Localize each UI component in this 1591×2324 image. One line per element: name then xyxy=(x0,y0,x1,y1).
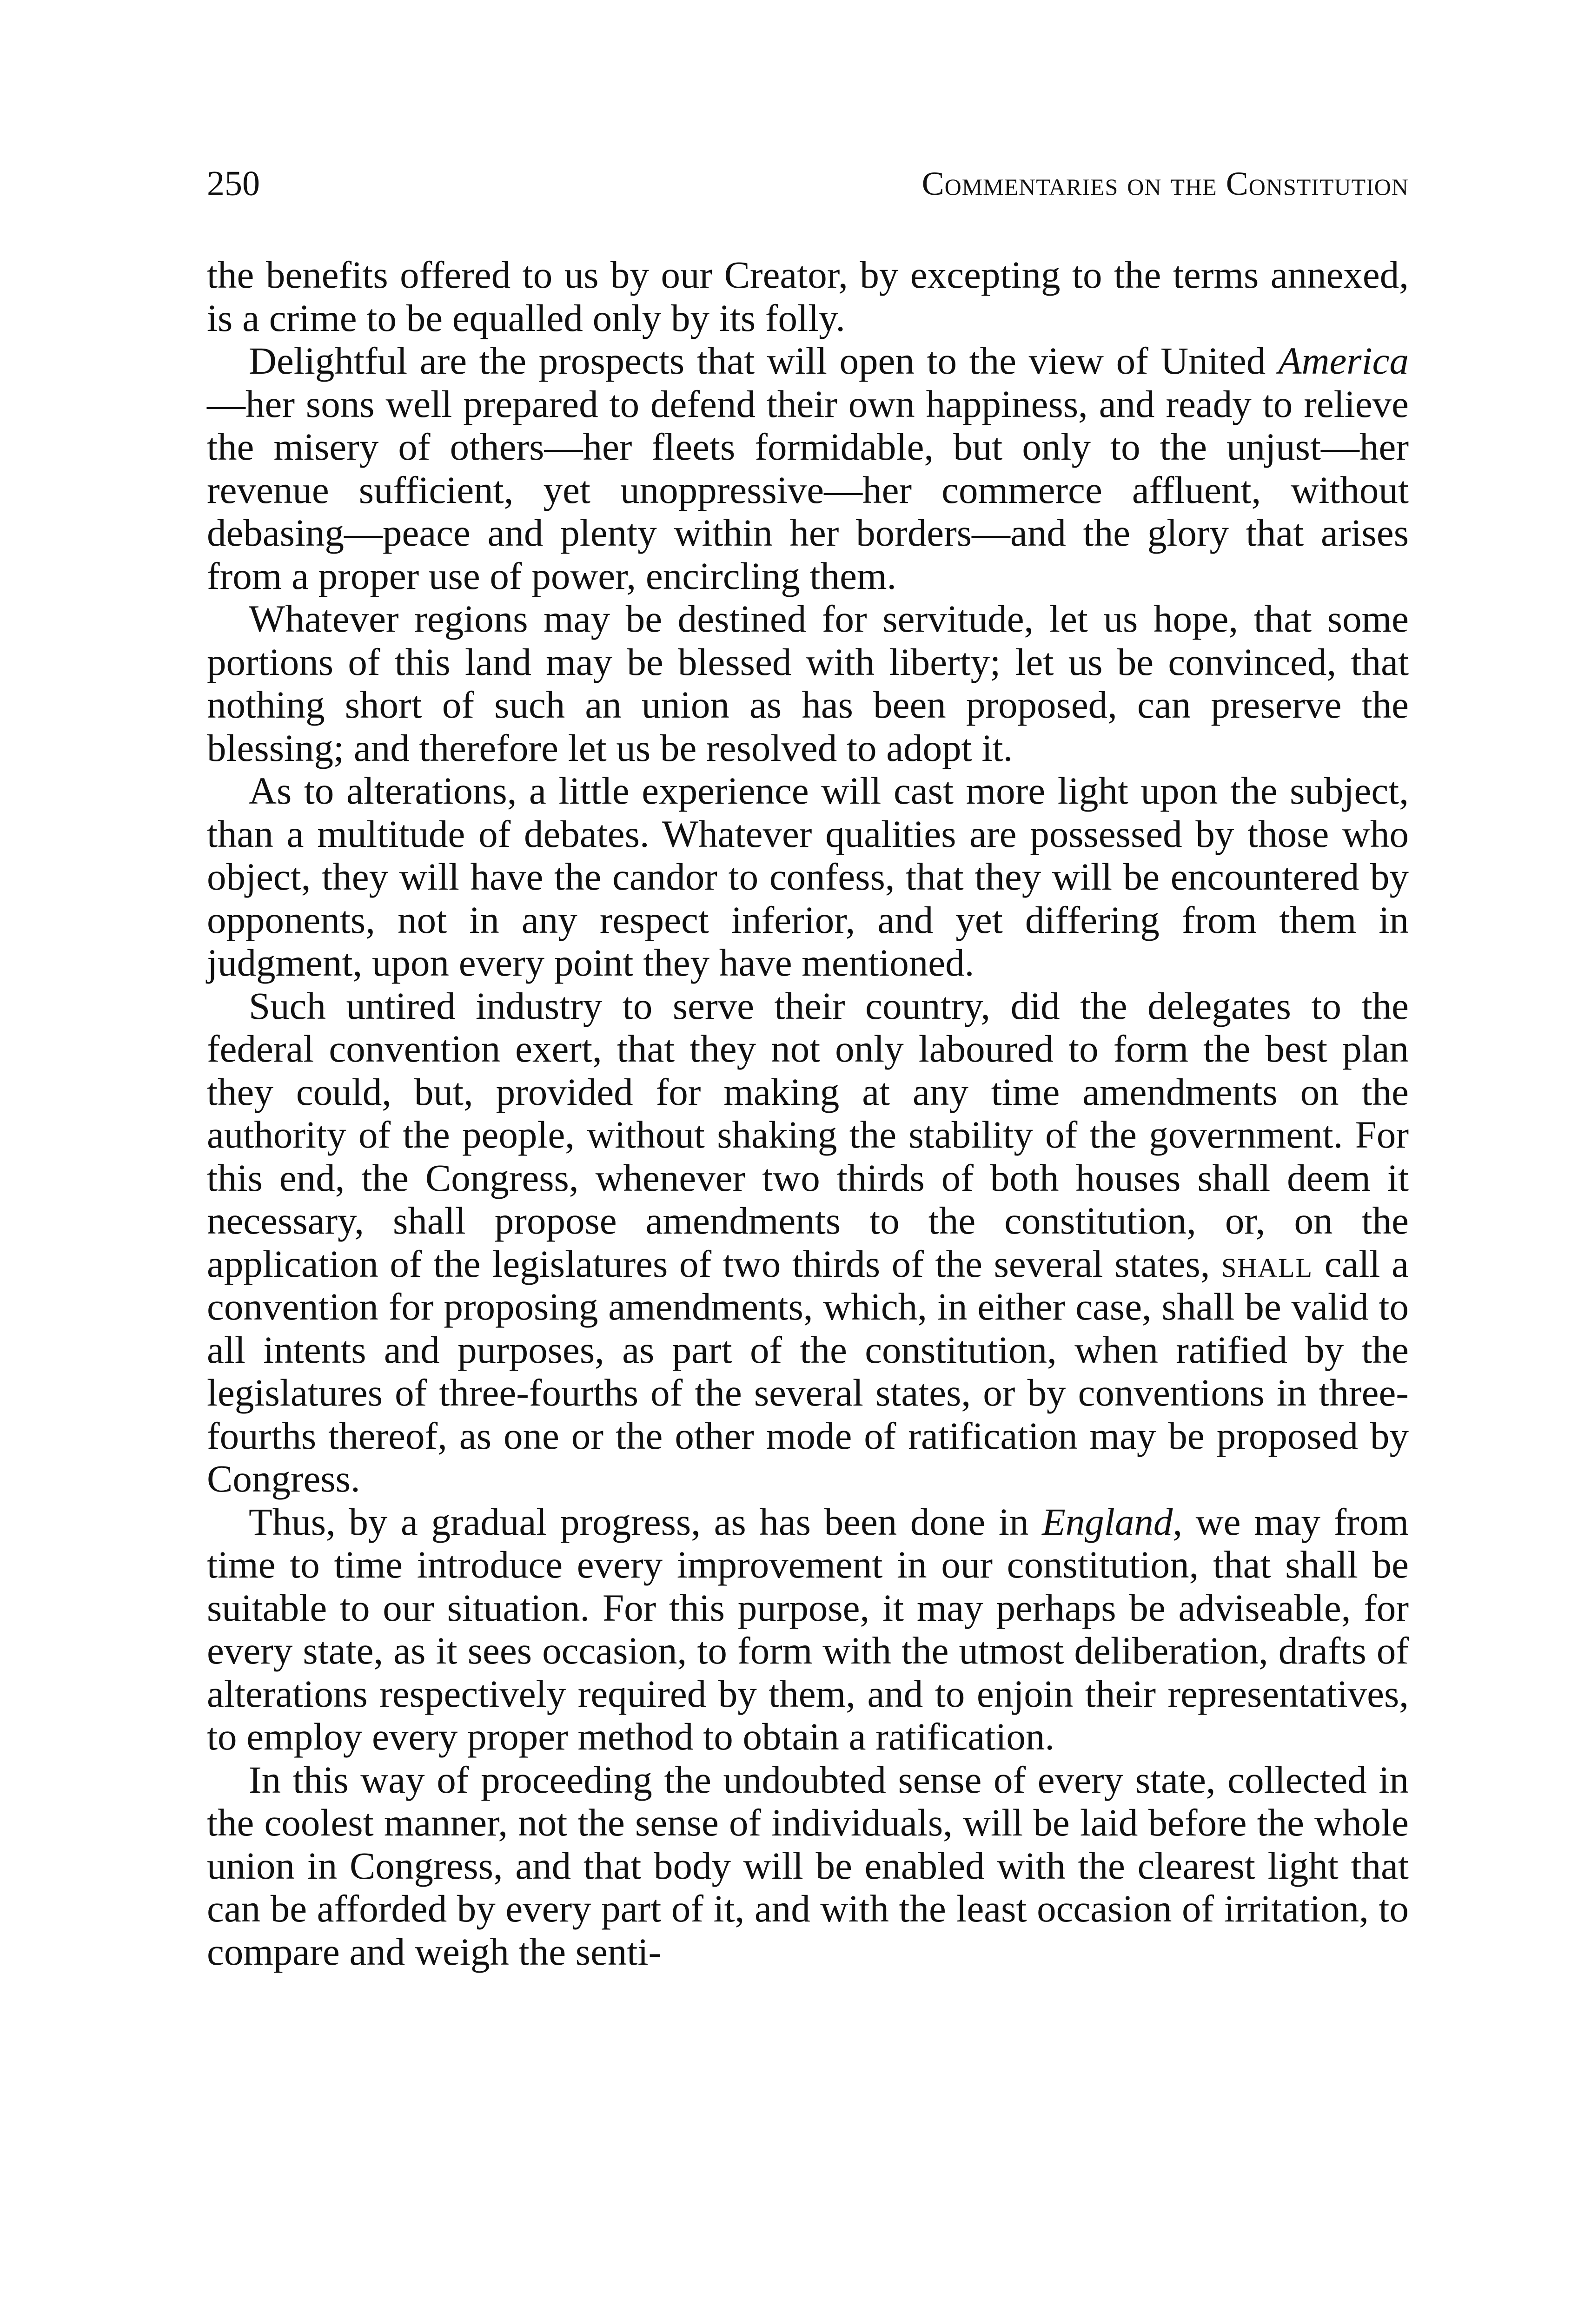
paragraph-text: Thus, by a gradual progress, as has been done in xyxy=(249,1500,1042,1543)
running-title: Commentaries on the Constitution xyxy=(921,165,1409,202)
paragraph xyxy=(207,769,1409,984)
italic-text: England xyxy=(1042,1500,1173,1543)
paragraph-text: Whatever regions may be destined for servitude, let us hope, that some portions of this land may be blessed with liberty; let us be convinced, that nothing short of such an union as has been proposed, can preserve the blessing; and therefore let us be resolved to adopt it. xyxy=(207,597,1409,769)
paragraph-text: In this way of proceeding the undoubted sense of every state, collected in the coolest manner, not the sense of individuals, will be laid before the whole union in Congress, and that body will be enabled with the clearest light that can be afforded by every part of it, and with the least occasion of irritation, to compare and weigh the senti- xyxy=(207,1758,1409,1973)
paragraph-text: Such untired industry to serve their country, did the delegates to the federal convention exert, that they not only laboured to form the best plan they could, but, provided for making at any time amendments on the authority of the people, without shaking the stability of the government. For this end, the Congress, whenever two thirds of both houses shall deem it necessary, shall propose amendments to the constitution, or, on the application of the legislatures of two thirds of the several states, xyxy=(207,984,1409,1285)
paragraph-text: call a convention for proposing amendments, which, in either case, shall be valid to all intents and purposes, as part of the constitution, when ratified by the legislatures of three-fourths of the several states, or by conventions in three-fourths thereof, as one or the other mode of ratification may be proposed by Congress. xyxy=(207,1242,1409,1500)
small-caps-text: shall xyxy=(1221,1242,1313,1285)
paragraph-text: , we may from time to time introduce every improvement in our constitution, that shall be suitable to our situation. For this purpose, it may perhaps be adviseable, for every state, as it sees occasion, to form with the utmost deliberation, drafts of alterations respectively required by them, and to enjoin their representatives, to employ every proper method to obtain a ratification. xyxy=(207,1500,1409,1758)
running-head xyxy=(207,158,1409,209)
paragraph-text: Delightful are the prospects that will open to the view of United xyxy=(249,339,1278,382)
paragraph-text: As to alterations, a little experience will cast more light upon the subject, than a multitude of debates. Whatever qualities are possessed by those who object, they will have the candor to confess, that they will be encountered by opponents, not in any respect inferior, and yet differing from them in judgment, upon every point they have mentioned. xyxy=(207,769,1409,984)
paragraph xyxy=(207,1500,1409,1758)
body-text xyxy=(207,253,1409,1973)
paragraph xyxy=(207,1758,1409,1974)
paragraph-text: —her sons well prepared to defend their own happiness, and ready to relieve the misery of others—her fleets formidable, but only to the unjust—her revenue sufficient, yet unoppressive—her commerce affluent, without debasing—peace and plenty within her borders—and the glory that arises from a proper use of power, encircling them. xyxy=(207,382,1409,597)
paragraph xyxy=(207,597,1409,769)
paragraph xyxy=(207,339,1409,597)
paragraph xyxy=(207,984,1409,1500)
paragraph-continued xyxy=(207,253,1409,339)
paragraph-text: the benefits offered to us by our Creator, by excepting to the terms annexed, is a crime to be equalled only by its folly. xyxy=(207,253,1409,339)
page-number: 250 xyxy=(207,164,260,203)
italic-text: America xyxy=(1278,339,1409,382)
